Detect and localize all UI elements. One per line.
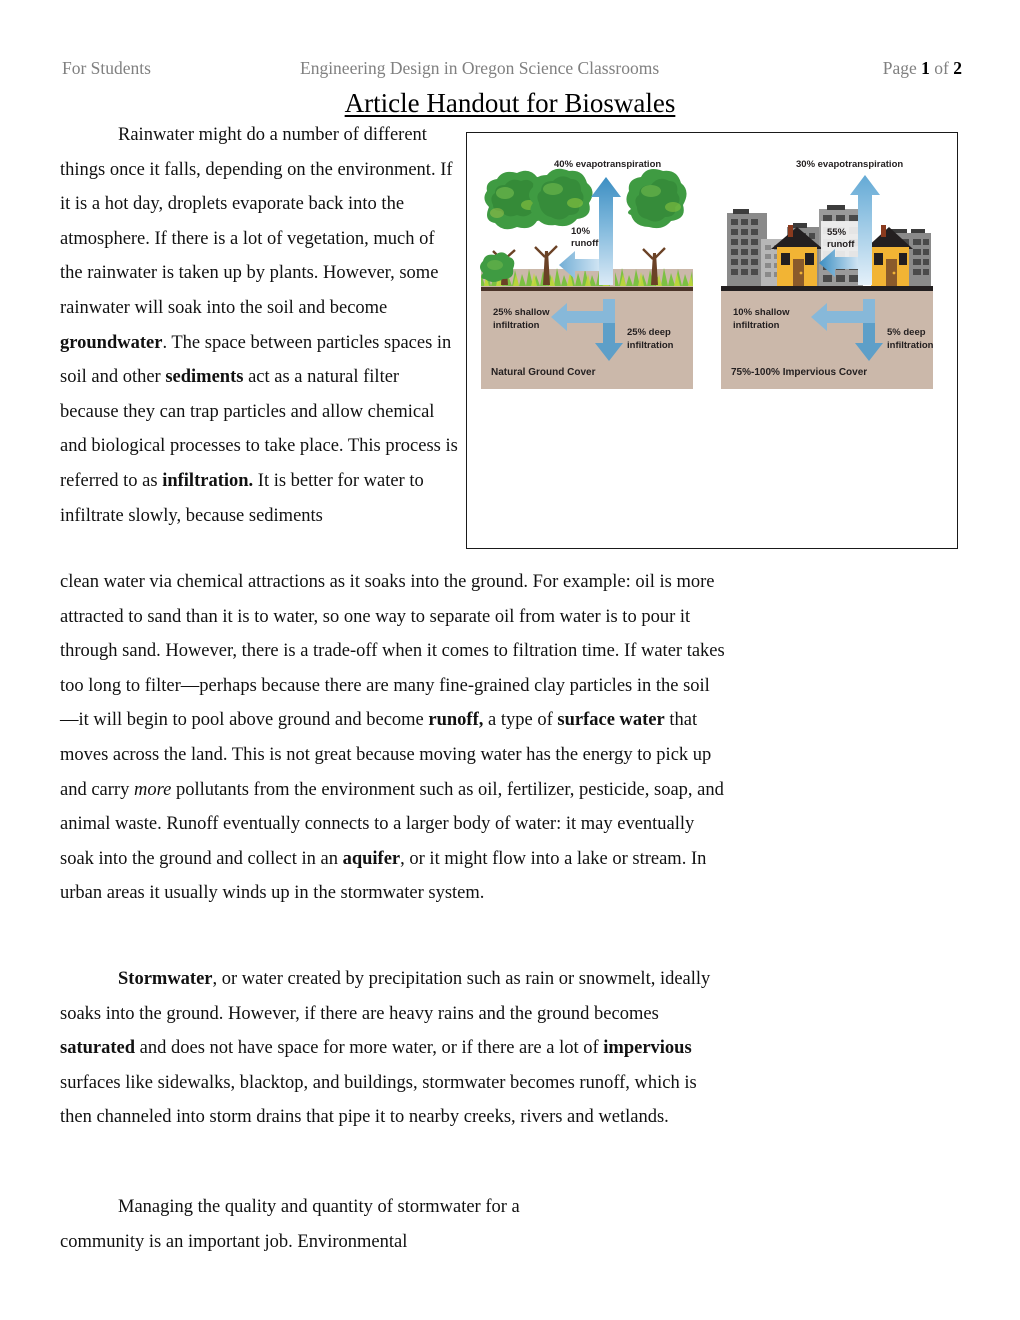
term-sediments: sediments xyxy=(165,367,244,388)
header-page-indicator xyxy=(883,58,962,79)
term-infiltration: infiltration. xyxy=(162,470,254,491)
term-surface-water: surface water xyxy=(557,710,665,731)
header-left-label: For Students xyxy=(62,58,151,78)
caption-natural-ground-cover: Natural Ground Cover xyxy=(491,367,596,378)
term-groundwater: groundwater xyxy=(60,332,163,353)
intro-after-groundwater: . The space between particles spaces in soil and other xyxy=(60,332,452,388)
page-running-header xyxy=(62,58,962,82)
page-title-text: Article Handout for Bioswales xyxy=(344,88,676,118)
label-shallow-infiltration-natural-line1: 25% shallow xyxy=(493,307,550,318)
label-shallow-infiltration-urban-line1: 10% shallow xyxy=(733,307,790,318)
emphasis-more: more xyxy=(133,779,172,800)
label-runoff-urban-line2: runoff xyxy=(827,239,855,250)
term-impervious: impervious xyxy=(603,1038,692,1059)
label-deep-infiltration-natural-line2: infiltration xyxy=(627,340,674,351)
intro-after-sediments: act as a natural filter because they can trap particles and allow chemical and biological processes to take place. This process is referred to as xyxy=(60,367,458,491)
term-runoff: runoff, xyxy=(428,710,484,731)
water-balance-figure xyxy=(466,132,958,549)
label-runoff-natural-line2: runoff xyxy=(571,238,599,249)
storm-part2: and does not have space for more water, or if there are a lot of xyxy=(135,1038,604,1059)
label-shallow-infiltration-urban-line2: infiltration xyxy=(733,320,780,331)
label-runoff-natural-line1: 10% xyxy=(571,226,591,237)
label-deep-infiltration-natural-line1: 25% deep xyxy=(627,327,671,338)
flow-part2: a type of xyxy=(483,710,558,731)
natural-ground-cover-panel xyxy=(480,159,693,389)
term-stormwater: Stormwater xyxy=(118,969,213,989)
intro-paragraph-column xyxy=(60,118,460,533)
label-evapotranspiration-urban: 30% evapotranspiration xyxy=(796,159,904,170)
label-evapotranspiration-natural: 40% evapotranspiration xyxy=(554,159,662,170)
storm-part1: , or water created by precipitation such as rain or snowmelt, ideally soaks into the ground. However, if there are heavy rains and the ground becomes xyxy=(60,969,711,1024)
page-number: 1 xyxy=(921,58,930,78)
page-word: Page xyxy=(882,58,917,78)
label-deep-infiltration-urban-line1: 5% deep xyxy=(887,327,926,338)
term-aquifer: aquifer xyxy=(342,848,401,869)
runoff-paragraph xyxy=(60,565,728,911)
label-runoff-urban-line1: 55% xyxy=(827,227,847,238)
water-balance-diagram-svg xyxy=(475,147,945,427)
label-shallow-infiltration-natural-line2: infiltration xyxy=(493,320,540,331)
page-total: 2 xyxy=(953,58,962,78)
impervious-cover-panel xyxy=(721,159,934,389)
flow-part5: , or it might flow into a lake or stream. In urban areas it usually winds up in the stormwater system. xyxy=(60,848,707,904)
flow-part1: clean water via chemical attractions as it soaks into the ground. For example: oil is more attracted to sand than it is to water, so one way to separate oil from water is to pour it through sand. However, there is a trade-off when it comes to filtration time. If water takes too long to filter—perhaps because there are many fine-grained clay particles in the soil—it will begin to pool above ground and become xyxy=(60,572,725,731)
manage-text: Managing the quality and quantity of stormwater for a community is an important job. Environmental xyxy=(60,1197,520,1252)
flow-part4: pollutants from the environment such as oil, fertilizer, pesticide, soap, and animal waste. Runoff eventually connects to a larger body of water: it may eventually soak into the ground and collect in an xyxy=(60,779,724,869)
intro-lead-text: Rainwater might do a number of different things once it falls, depending on the environment. If it is a hot day, droplets evaporate back into the atmosphere. If there is a lot of vegetation, much of the rainwater is taken up by plants. However, some rainwater will soak into the soil and become xyxy=(60,125,453,318)
soil-surface-line-urban xyxy=(721,286,933,291)
storm-part3: surfaces like sidewalks, blacktop, and buildings, stormwater becomes runoff, which is then channeled into storm drains that pipe it to nearby creeks, rivers and wetlands. xyxy=(60,1072,697,1128)
stormwater-paragraph xyxy=(60,962,728,1135)
header-center-title: Engineering Design in Oregon Science Classrooms xyxy=(300,58,660,78)
term-saturated: saturated xyxy=(60,1038,136,1059)
of-word: of xyxy=(934,58,949,78)
managing-paragraph xyxy=(60,1190,520,1259)
caption-impervious-cover: 75%-100% Impervious Cover xyxy=(731,367,868,378)
intro-after-infiltration: It is better for water to infiltrate slowly, because sediments xyxy=(60,470,424,526)
label-deep-infiltration-urban-line2: infiltration xyxy=(887,340,934,351)
flow-part3: that moves across the land. This is not great because moving water has the energy to pick up and carry xyxy=(60,710,712,800)
page-title xyxy=(0,88,1020,118)
